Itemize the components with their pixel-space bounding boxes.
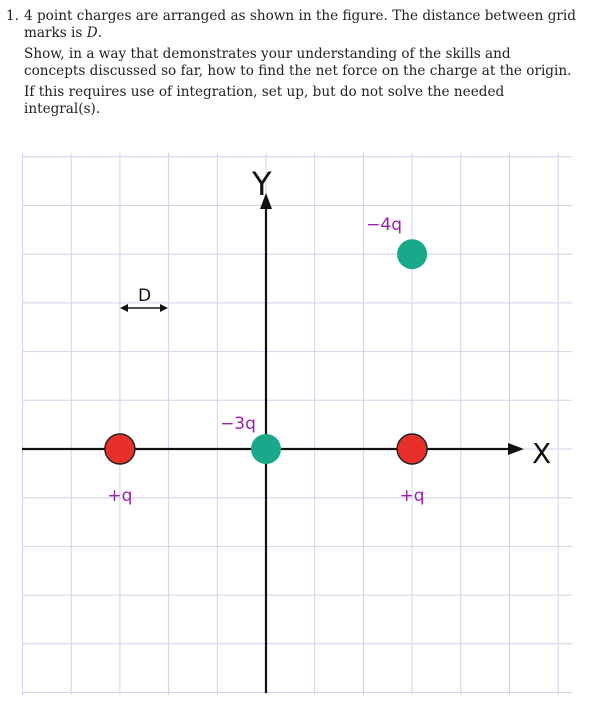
scale-arrow-left-icon bbox=[120, 304, 128, 312]
problem-sentence-1-end: . bbox=[97, 25, 102, 41]
scale-indicator bbox=[120, 286, 168, 312]
charge-positive-left bbox=[105, 434, 135, 464]
x-axis-label: X bbox=[532, 437, 552, 470]
charge-diagram bbox=[0, 145, 580, 705]
scale-label: D bbox=[138, 286, 152, 306]
problem-sentence-1: 4 point charges are arranged as shown in the figure. The distance between grid marks is bbox=[24, 8, 576, 41]
axes bbox=[22, 165, 551, 693]
grid-distance-variable: D bbox=[86, 25, 98, 41]
x-axis-arrow-icon bbox=[508, 443, 524, 455]
problem-statement bbox=[6, 8, 576, 122]
charge-positive-left-label: +q bbox=[107, 486, 133, 506]
charge-origin-label: −3q bbox=[220, 414, 256, 434]
problem-paragraph-2: Show, in a way that demonstrates your understanding of the skills and concepts discussed so far, how to find the net force on the charge at the origin. bbox=[24, 46, 572, 79]
charge-positive-right bbox=[397, 434, 427, 464]
charge-positive-right-label: +q bbox=[399, 486, 425, 506]
problem-number: 1. bbox=[6, 8, 19, 24]
charge-origin bbox=[251, 434, 281, 464]
problem-paragraph-1 bbox=[6, 8, 576, 42]
scale-arrow-right-icon bbox=[160, 304, 168, 312]
charge-upper-right bbox=[397, 239, 427, 269]
y-axis-label: Y bbox=[252, 165, 272, 203]
problem-paragraph-3: If this requires use of integration, set up, but do not solve the needed integral(s). bbox=[24, 84, 505, 117]
grid-lines bbox=[22, 153, 572, 695]
charge-upper-right-label: −4q bbox=[366, 215, 403, 236]
